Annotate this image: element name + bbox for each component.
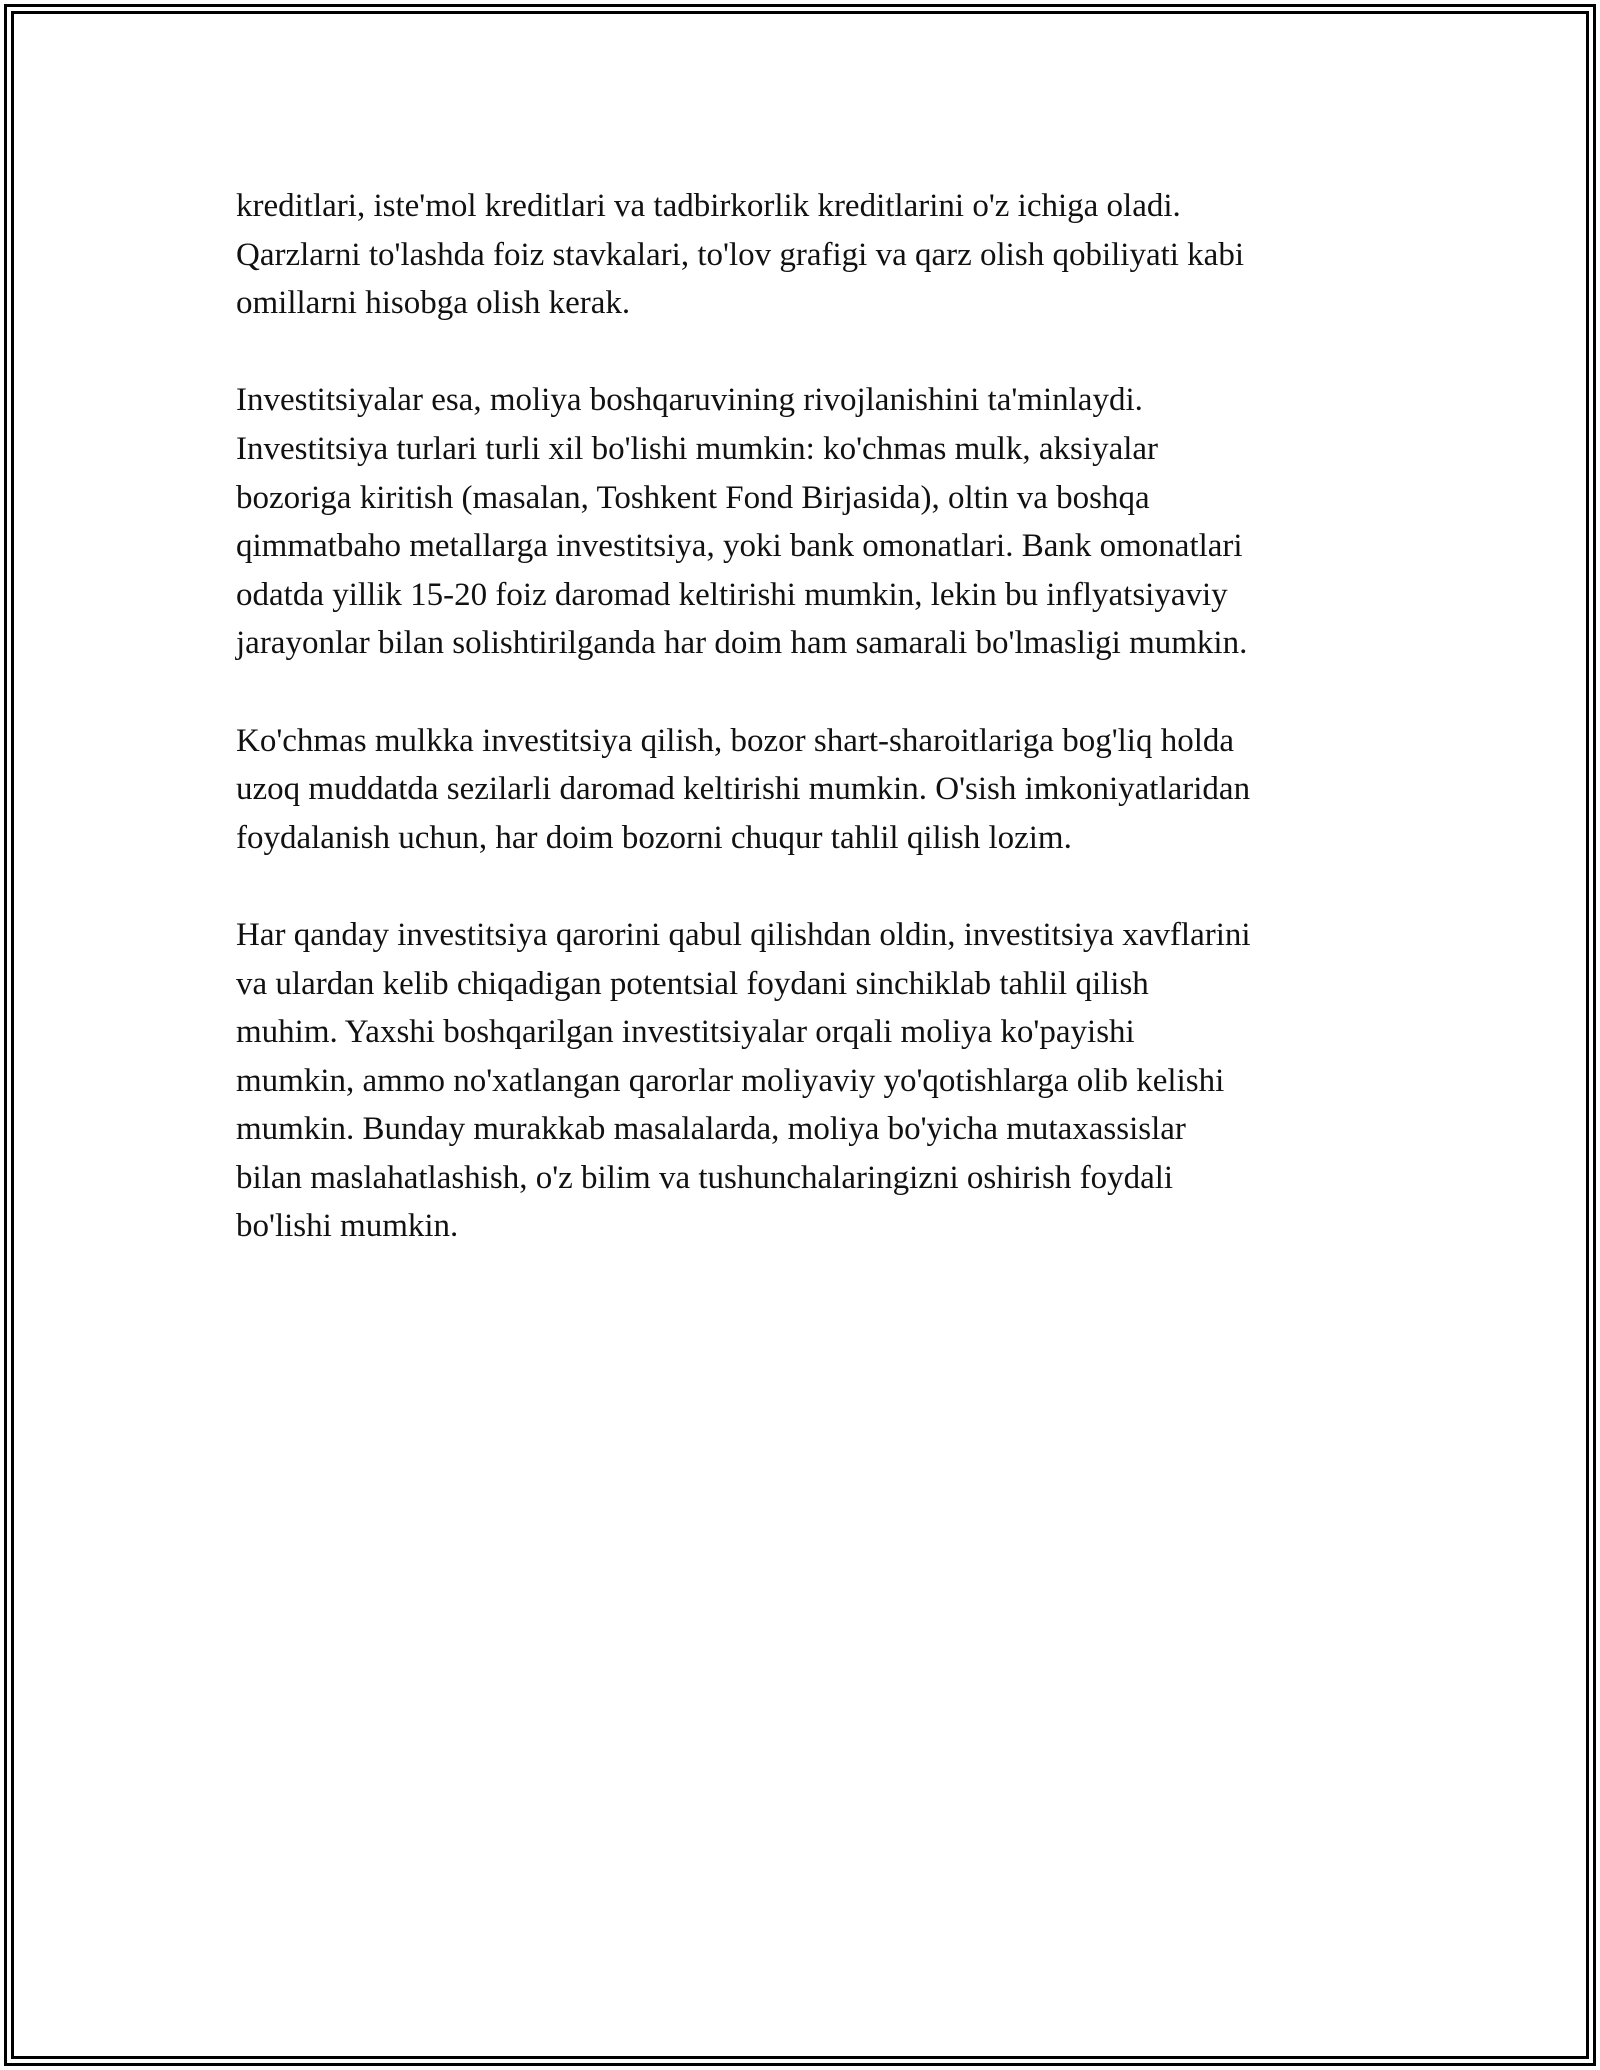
paragraph-investments: Investitsiyalar esa, moliya boshqaruvining rivojlanishini ta'minlaydi. Investitsiya turlari turli xil bo'lishi mumkin: ko'chmas mulk, aksiyalar bozoriga kiritish (masalan, Toshkent Fond Birjasida), oltin va boshqa qimmatbaho metallarga investitsiya, yoki bank omonatlari. Bank omonatlari odatda yillik 15-20 foiz daromad keltirishi mumkin, lekin bu inflyatsiyaviy jarayonlar bilan solishtirilganda har doim ham samarali bo'lmasligi mumkin. xyxy=(236,382,1248,662)
paragraph-loans: kreditlari, iste'mol kreditlari va tadbirkorlik kreditlarini o'z ichiga oladi. Qarzlarni to'lashda foiz stavkalari, to'lov grafigi va qarz olish qobiliyati kabi omillarni hisobga olish kerak. xyxy=(236,188,1244,322)
document-body xyxy=(236,182,1386,1300)
paragraph-risk-analysis: Har qanday investitsiya qarorini qabul qilishdan oldin, investitsiya xavflarini va ulardan kelib chiqadigan potentsial foydani sinchiklab tahlil qilish muhim. Yaxshi boshqarilgan investitsiyalar orqali moliya ko'payishi mumkin, ammo no'xatlangan qarorlar moliyaviy yo'qotishlarga olib kelishi mumkin. Bunday murakkab masalalarda, moliya bo'yicha mutaxassislar bilan maslahatlashish, o'z bilim va tushunchalaringizni oshirish foydali bo'lishi mumkin. xyxy=(236,916,1251,1245)
paragraph-real-estate: Ko'chmas mulkka investitsiya qilish, bozor shart-sharoitlariga bog'liq holda uzoq muddatda sezilarli daromad keltirishi mumkin. O'sish imkoniyatlaridan foydalanish uchun, har doim bozorni chuqur tahlil qilish lozim. xyxy=(236,722,1251,856)
